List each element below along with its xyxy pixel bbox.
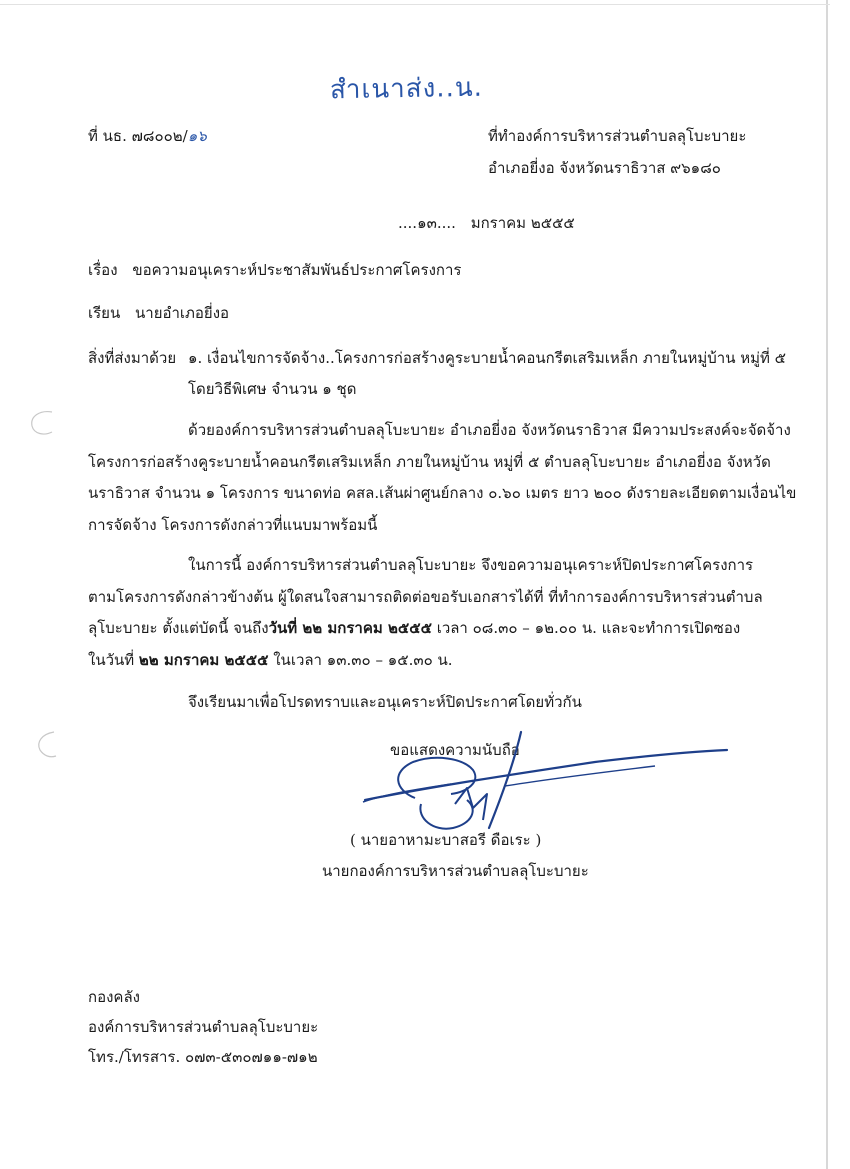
opening-date: ๒๒ มกราคม ๒๕๕๕: [138, 650, 269, 669]
enclosure-item-line2: โดยวิธีพิเศษ จำนวน ๑ ชุด: [188, 380, 357, 398]
footer-phone: โทร./โทรสาร. ๐๗๓-๕๓๐๗๑๑-๗๑๒: [88, 1048, 318, 1066]
reference-number: [88, 124, 207, 148]
footer-department: กองคลัง: [88, 988, 140, 1006]
paragraph-line: นราธิวาส จำนวน ๑ โครงการ ขนาดท่อ คสล.เส้นผ่าศูนย์กลาง ๐.๖๐ เมตร ยาว ๒๐๐ ดังรายละเอียดตามเงื่อนไข: [88, 484, 797, 502]
signer-title: นายกองค์การบริหารส่วนตำบลลุโบะบายะ: [322, 862, 589, 880]
deadline-date: วันที่ ๒๒ มกราคม ๒๕๕๕: [268, 619, 432, 637]
reference-label: ที่ นธ. ๗๘๐๐๒/: [88, 127, 188, 145]
recipient-label: เรียน: [88, 304, 121, 322]
paragraph-line: ในการนี้ องค์การบริหารส่วนตำบลลุโบะบายะ จึงขอความอนุเคราะห์ปิดประกาศโครงการ: [188, 556, 754, 574]
enclosure-label: สิ่งที่ส่งมาด้วย: [88, 349, 177, 367]
text-run: ในวันที่: [88, 650, 139, 669]
subject-text: ขอความอนุเคราะห์ประชาสัมพันธ์ประกาศโครงการ: [132, 261, 462, 279]
subject-label: เรื่อง: [88, 261, 118, 279]
paragraph-line: ด้วยองค์การบริหารส่วนตำบลลุโบะบายะ อำเภอยี่งอ จังหวัดนราธิวาส มีความประสงค์จะจัดจ้าง: [188, 421, 791, 439]
received-stamp: สำเนาส่ง..น.: [329, 72, 484, 106]
date-day: ....๑๓....: [398, 214, 456, 232]
paragraph-line: การจัดจ้าง โครงการดังกล่าวที่แนบมาพร้อมนี้: [88, 515, 378, 534]
paragraph-line: ตามโครงการดังกล่าวข้างต้น ผู้ใดสนใจสามารถติดต่อขอรับเอกสารได้ที่ ที่ทำการองค์การบริหารส่วนตำบล: [88, 587, 763, 606]
text-run: ในเวลา ๑๓.๓๐ – ๑๕.๓๐ น.: [268, 650, 453, 669]
signer-name: ( นายอาหามะบาสอรี ดือเระ ): [350, 831, 542, 849]
date-month-year: มกราคม ๒๕๕๕: [470, 214, 575, 232]
courtesy-closing: ขอแสดงความนับถือ: [390, 741, 520, 759]
office-address-line1: ที่ทำองค์การบริหารส่วนตำบลลุโบะบายะ: [488, 127, 747, 145]
office-address-line2: อำเภอยี่งอ จังหวัดนราธิวาส ๙๖๑๘๐: [488, 159, 721, 177]
footer-organization: องค์การบริหารส่วนตำบลลุโบะบายะ: [88, 1018, 319, 1036]
paragraph-line: [88, 645, 754, 677]
scan-edge-top: [0, 4, 830, 5]
closing-request: จึงเรียนมาเพื่อโปรดทราบและอนุเคราะห์ปิดประกาศโดยทั่วกัน: [188, 693, 582, 711]
subject-line: [88, 258, 461, 282]
body-paragraph-1: [88, 415, 797, 541]
recipient-line: [88, 301, 229, 325]
letter-date: [398, 211, 575, 235]
punch-hole-icon: [22, 404, 58, 440]
scan-edge-right: [826, 0, 828, 1169]
text-run: ลุโบะบายะ ตั้งแต่บัดนี้ จนถึง: [88, 619, 269, 637]
enclosure-item-line1: ๑. เงื่อนไขการจัดจ้าง..โครงการก่อสร้างคูระบายน้ำคอนกรีตเสริมเหล็ก ภายในหมู่บ้าน หมู่ที่ ๕: [188, 349, 787, 367]
recipient-text: นายอำเภอยี่งอ: [135, 304, 230, 322]
text-run: เวลา ๐๘.๓๐ – ๑๒.๐๐ น. และจะทำการเปิดซอง: [431, 619, 741, 637]
body-paragraph-2: [88, 550, 763, 676]
punch-hole-icon: [26, 726, 62, 762]
paragraph-line: โครงการก่อสร้างคูระบายน้ำคอนกรีตเสริมเหล็ก ภายในหมู่บ้าน หมู่ที่ ๕ ตำบลลุโบะบายะ อำเภอยี่งอ จังหวัด: [88, 452, 771, 471]
paragraph-line: [88, 613, 754, 645]
reference-handwritten-number: ๑๖: [187, 127, 207, 145]
